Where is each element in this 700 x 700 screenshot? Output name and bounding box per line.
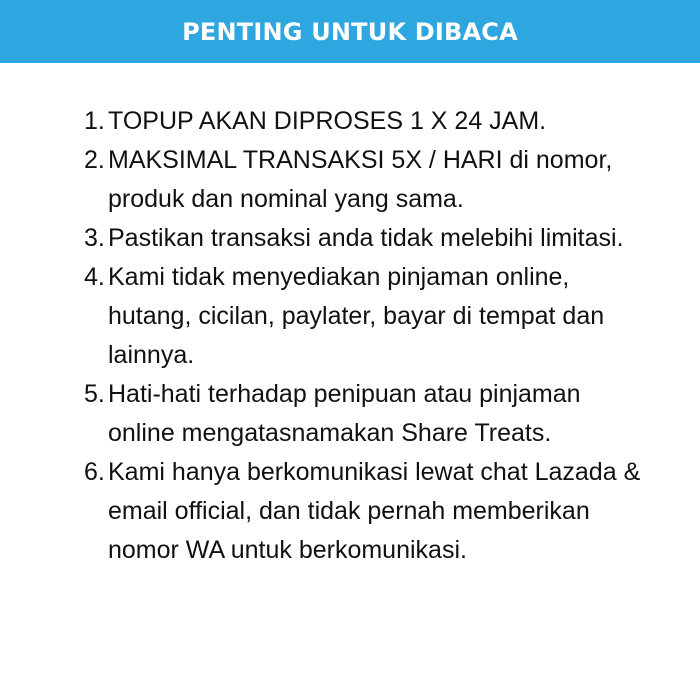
list-item [84,375,654,453]
list-item-number: 1. [84,107,105,135]
notice-list [84,102,654,570]
list-item [84,141,654,219]
list-item-text: Kami hanya berkomunikasi lewat chat Lazada & email official, dan tidak pernah memberikan nomor WA untuk berkomunikasi. [108,458,641,564]
list-item [84,102,654,141]
list-item-number: 5. [84,380,105,408]
list-item-text: Hati-hati terhadap penipuan atau pinjaman online mengatasnamakan Share Treats. [108,380,581,447]
list-item-text: TOPUP AKAN DIPROSES 1 X 24 JAM. [108,107,547,135]
list-item-text: MAKSIMAL TRANSAKSI 5X / HARI di nomor, produk dan nominal yang sama. [108,146,613,213]
list-item-number: 2. [84,146,105,174]
list-item-number: 4. [84,263,105,291]
list-item [84,258,654,375]
list-item-number: 3. [84,224,105,252]
list-item-text: Pastikan transaksi anda tidak melebihi limitasi. [108,224,624,252]
header-banner [0,0,700,63]
page-title: PENTING UNTUK DIBACA [182,17,518,46]
list-item-number: 6. [84,458,105,486]
list-item-text: Kami tidak menyediakan pinjaman online, hutang, cicilan, paylater, bayar di tempat dan lainnya. [108,263,605,369]
list-item [84,219,654,258]
list-item [84,453,654,570]
